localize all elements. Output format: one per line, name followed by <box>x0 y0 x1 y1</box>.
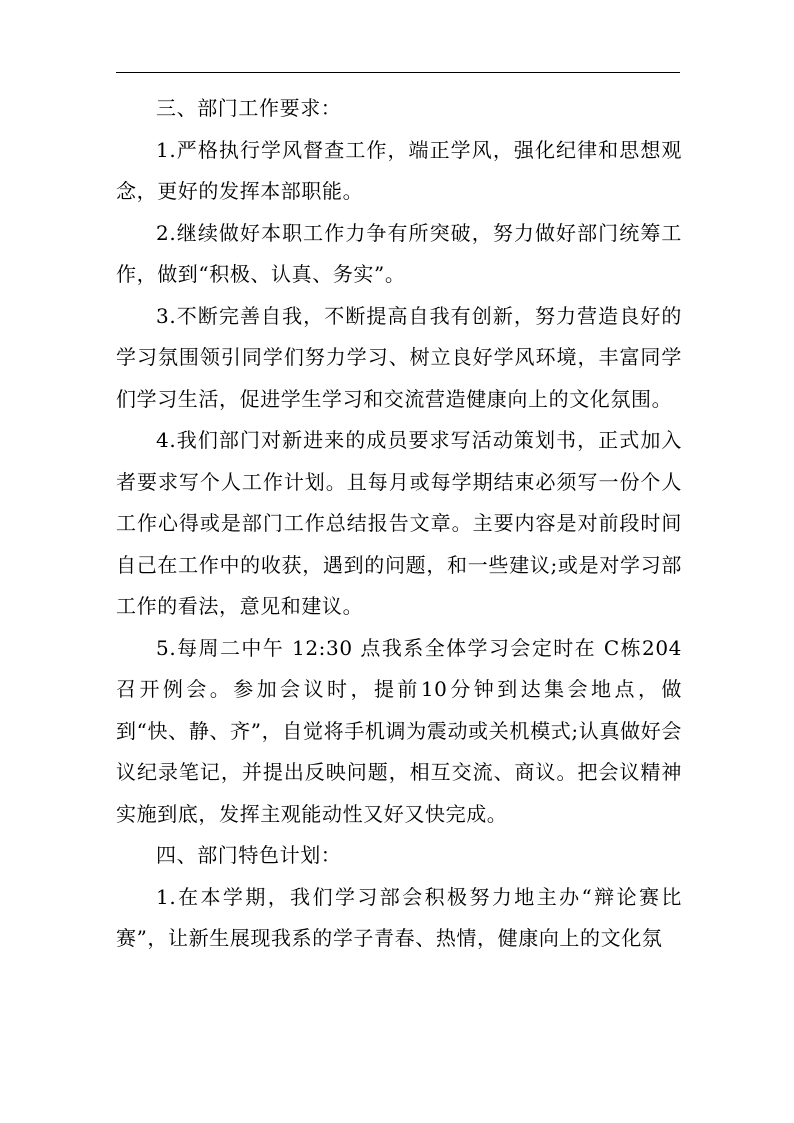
paragraph-item-2: 2.继续做好本职工作力争有所突破，努力做好部门统筹工作，做到“积极、认真、务实”。 <box>116 220 682 286</box>
section-heading-4: 四、部门特色计划： <box>156 843 342 867</box>
header-rule <box>116 72 680 73</box>
section-heading-3: 三、部门工作要求： <box>156 96 342 120</box>
paragraph-item-4: 4.我们部门对新进来的成员要求写活动策划书，正式加入者要求写个人工作计划。且每月或每学期结束必须写一份个人工作心得或是部门工作总结报告文章。主要内容是对前段时间自己在工作中的收获，遇到的问题，和一些建议;或是对学习部工作的看法，意见和建议。 <box>116 428 682 618</box>
paragraph-item-1: 1.严格执行学风督查工作，端正学风，强化纪律和思想观念，更好的发挥本部职能。 <box>116 137 682 203</box>
paragraph-item-3: 3.不断完善自我，不断提高自我有创新，努力营造良好的学习氛围领引同学们努力学习、树立良好学风环境，丰富同学们学习生活，促进学生学习和交流营造健康向上的文化氛围。 <box>116 303 682 411</box>
paragraph-item-5: 5.每周二中午 12:30 点我系全体学习会定时在 C栋204召开例会。参加会议时，提前10分钟到达集会地点，做到“快、静、齐”，自觉将手机调为震动或关机模式;认真做好会议纪录笔记，并提出反映问题，相互交流、商议。把会议精神实施到底，发挥主观能动性又好又快完成。 <box>116 635 682 826</box>
document-body <box>116 88 682 960</box>
paragraph-feature-1: 1.在本学期，我们学习部会积极努力地主办“辩论赛比赛”，让新生展现我系的学子青春、热情，健康向上的文化氛 <box>116 884 682 950</box>
